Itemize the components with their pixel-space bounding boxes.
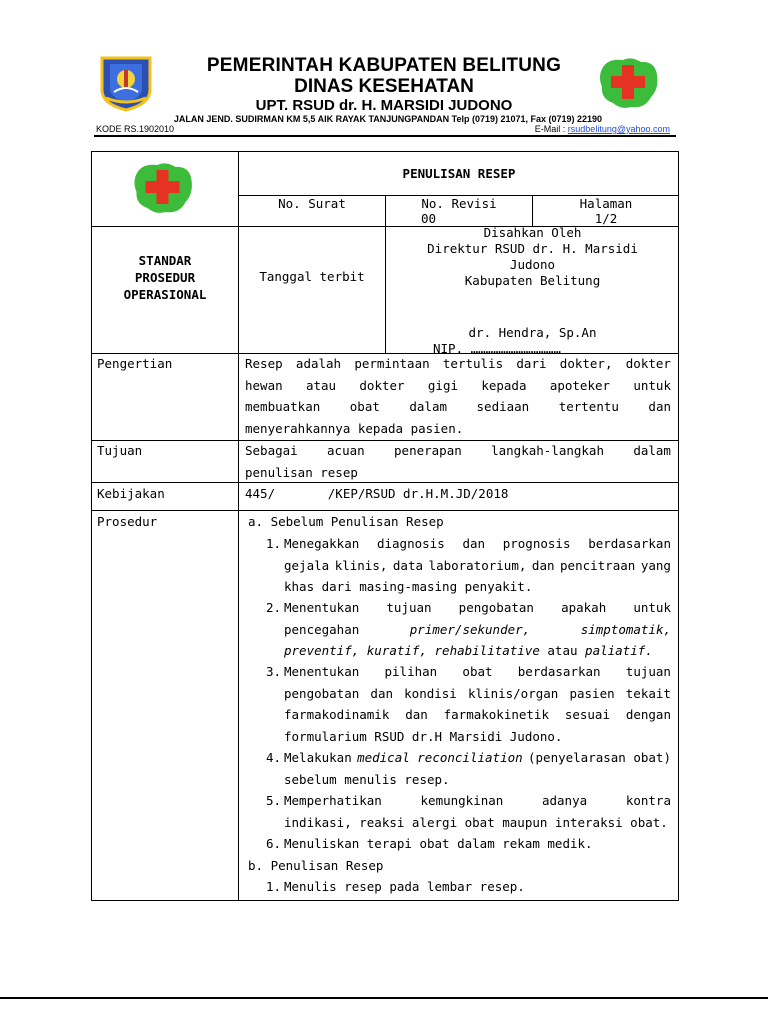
justified-line: [284, 619, 671, 641]
list-item: Menuliskan terapi obat dalam rekam medik.: [284, 836, 593, 851]
text-segment: Melakukan: [284, 750, 352, 765]
letterhead-government: PEMERINTAH KABUPATEN BELITUNG: [206, 55, 562, 76]
justified-line: Menentukan tujuan pengobatan apakah untuk: [284, 600, 671, 615]
italic-term: primer/sekunder,: [409, 621, 531, 637]
signer-name: dr. Hendra, Sp.An: [468, 325, 597, 340]
list-number: 6.: [266, 836, 282, 851]
belitung-island-cross-logo: [597, 55, 660, 111]
justified-line: Sebagai acuan penerapan langkah-langkah dalam: [245, 443, 671, 458]
text-line: khas dari masing-masing penyakit.: [284, 579, 533, 594]
text-segment: atau: [547, 643, 578, 658]
italic-term: preventif, kuratif, rehabilitative: [284, 643, 540, 658]
list-item: [284, 661, 671, 747]
list-number: 4.: [266, 750, 282, 765]
pengertian-text: [245, 353, 671, 439]
tanggal-terbit-label: Tanggal terbit: [259, 269, 365, 284]
kebijakan-label: Kebijakan: [97, 486, 165, 501]
justified-line: pengobatan dan kondisi klinis/organ pasien tekait: [284, 685, 671, 701]
list-item: [284, 790, 671, 833]
approval-line: Direktur RSUD dr. H. Marsidi: [427, 241, 638, 256]
email-link[interactable]: rsudbelitung@yahoo.com: [567, 124, 670, 134]
sop-label-line: STANDAR: [138, 253, 192, 268]
tujuan-text: [245, 440, 671, 483]
approval-block: [386, 225, 679, 289]
list-number: 2.: [266, 600, 282, 615]
page-bottom-rule: [0, 997, 768, 999]
italic-term: paliatif.: [585, 643, 653, 658]
prosedur-label: Prosedur: [97, 514, 158, 529]
letterhead-department: DINAS KESEHATAN: [294, 76, 474, 97]
prosedur-subheading-a: a. Sebelum Penulisan Resep: [248, 514, 444, 529]
justified-line: Resep adalah permintaan tertulis dari dokter, dokter: [245, 356, 671, 371]
list-item: [284, 597, 671, 662]
justified-line: gejala klinis, data laboratorium, dan pencitraan yang: [284, 557, 671, 573]
halaman-value: 1/2: [594, 211, 618, 226]
text-segment: pencegahan: [284, 621, 360, 637]
italic-term: medical reconciliation: [357, 750, 523, 765]
approval-line: Disahkan Oleh: [483, 225, 582, 240]
list-number: 5.: [266, 793, 282, 808]
letterhead-hospital: UPT. RSUD dr. H. MARSIDI JUDONO: [255, 97, 513, 114]
sop-label: [92, 252, 238, 303]
email-label: E-Mail :: [534, 124, 568, 134]
justified-line: Menentukan pilihan obat berdasarkan tujuan: [284, 664, 671, 679]
justified-line: Menegakkan diagnosis dan prognosis berdasarkan: [284, 536, 671, 551]
text-line: formularium RSUD dr.H Marsidi Judono.: [284, 728, 563, 744]
letterhead-email: [535, 124, 670, 134]
prosedur-subheading-b: b. Penulisan Resep: [248, 858, 384, 873]
text-line: menyerahkannya kepada pasien.: [245, 420, 464, 436]
belitung-island-cross-logo: [127, 160, 199, 216]
justified-line: membuatkan obat dalam sediaan tertentu dan: [245, 399, 671, 414]
italic-term: simptomatik,: [580, 621, 671, 637]
letterhead-code: KODE RS.1902010: [96, 124, 175, 134]
text-line: penulisan resep: [245, 464, 358, 480]
pengertian-label: Pengertian: [97, 356, 173, 371]
justified-line: hewan atau dokter gigi kepada apoteker untuk: [245, 377, 671, 393]
no-revisi-label: No. Revisi: [421, 196, 497, 211]
list-number: 1.: [266, 879, 282, 894]
kebijakan-text: 445/ /KEP/RSUD dr.H.M.JD/2018: [245, 486, 509, 501]
list-item: Menulis resep pada lembar resep.: [284, 879, 525, 894]
justified-line: Memperhatikan kemungkinan adanya kontra: [284, 793, 671, 808]
halaman-label: Halaman: [579, 196, 633, 211]
letterhead-address: JALAN JEND. SUDIRMAN KM 5,5 AIK RAYAK TANJUNGPANDAN Telp (0719) 21071, Fax (0719) 22190: [173, 114, 603, 124]
list-item: [284, 533, 671, 598]
text-line: [284, 640, 671, 662]
approval-line: Kabupaten Belitung: [464, 273, 601, 288]
tujuan-label: Tujuan: [97, 443, 143, 458]
signer-nip: NIP. ………………………………: [433, 341, 561, 356]
text-line: sebelum menulis resep.: [284, 771, 450, 787]
no-surat-label: No. Surat: [278, 196, 346, 211]
justified-line: farmakodinamik dan farmakokinetik sesuai dengan: [284, 707, 671, 722]
table-divider: [238, 151, 239, 901]
sop-label-line: PROSEDUR: [134, 270, 196, 285]
document-title: PENULISAN RESEP: [402, 166, 516, 181]
belitung-regency-emblem: [96, 54, 156, 112]
letterhead-rule: [94, 135, 676, 137]
approval-line: Judono: [509, 257, 556, 272]
justified-line: [284, 747, 671, 769]
text-segment: (penyelarasan obat): [528, 750, 671, 765]
sop-label-line: OPERASIONAL: [123, 287, 207, 302]
list-item: [284, 747, 671, 790]
text-line: indikasi, reaksi alergi obat maupun interaksi obat.: [284, 814, 668, 830]
list-number: 1.: [266, 536, 282, 551]
list-number: 3.: [266, 664, 282, 679]
no-revisi-value: 00: [421, 211, 437, 226]
